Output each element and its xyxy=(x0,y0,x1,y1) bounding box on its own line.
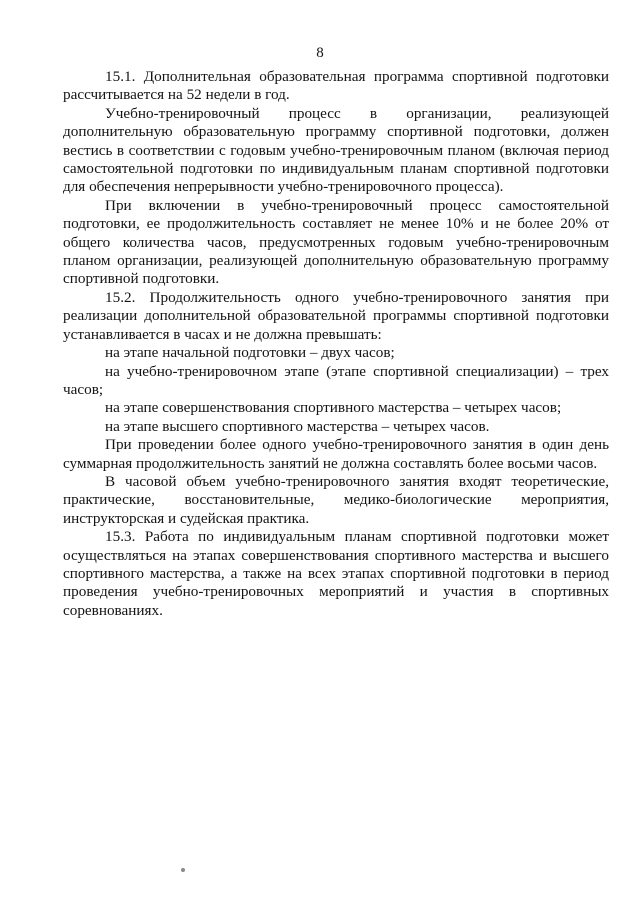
paragraph-15-1: 15.1. Дополнительная образовательная программа спортивной подготовки рассчитывается на 52 недели в год. xyxy=(63,68,609,104)
paragraph-hour-volume: В часовой объем учебно-тренировочного занятия входят теоретические, практические, восстановительные, медико-биологические мероприятия, инструкторская и судейская практика. xyxy=(63,472,609,527)
paragraph-15-2: 15.2. Продолжительность одного учебно-тренировочного занятия при реализации дополнительной образовательной программы спортивной подготовки устанавливается в часах и не должна превышать: xyxy=(63,288,609,343)
list-item-improvement-stage: на этапе совершенствования спортивного мастерства – четырех часов; xyxy=(105,399,562,417)
page-number: 8 xyxy=(316,45,324,61)
list-item-training-stage: на учебно-тренировочном этапе (этапе спортивной специализации) – трех часов; xyxy=(63,362,609,398)
paragraph-training-process: Учебно-тренировочный процесс в организации, реализующей дополнительную образовательную программу спортивной подготовки, должен вестись в соответствии с годовым учебно-тренировочным планом (включая период самостоятельной подготовки по индивидуальным планам спортивной подготовки для обеспечения непрерывности учебно-тренировочного процесса). xyxy=(63,104,609,196)
paragraph-daily-limit: При проведении более одного учебно-тренировочного занятия в один день суммарная продолжительность занятий не должна составлять более восьми часов. xyxy=(63,436,609,472)
list-item-initial-stage: на этапе начальной подготовки – двух часов; xyxy=(105,344,395,362)
paragraph-self-preparation: При включении в учебно-тренировочный процесс самостоятельной подготовки, ее продолжительность составляет не менее 10% и не более 20% от общего количества часов, предусмотренных годовым учебно-тренировочным планом организации, реализующей дополнительную образовательную программу спортивной подготовки. xyxy=(63,196,609,288)
list-item-higher-mastery-stage: на этапе высшего спортивного мастерства – четырех часов. xyxy=(105,417,490,435)
scan-speck xyxy=(181,868,185,872)
paragraph-15-3: 15.3. Работа по индивидуальным планам спортивной подготовки может осуществляться на этапах совершенствования спортивного мастерства и высшего спортивного мастерства, а также на всех этапах спортивной подготовки в период проведения учебно-тренировочных мероприятий и участия в спортивных соревнованиях. xyxy=(63,528,609,619)
document-body xyxy=(63,68,609,620)
